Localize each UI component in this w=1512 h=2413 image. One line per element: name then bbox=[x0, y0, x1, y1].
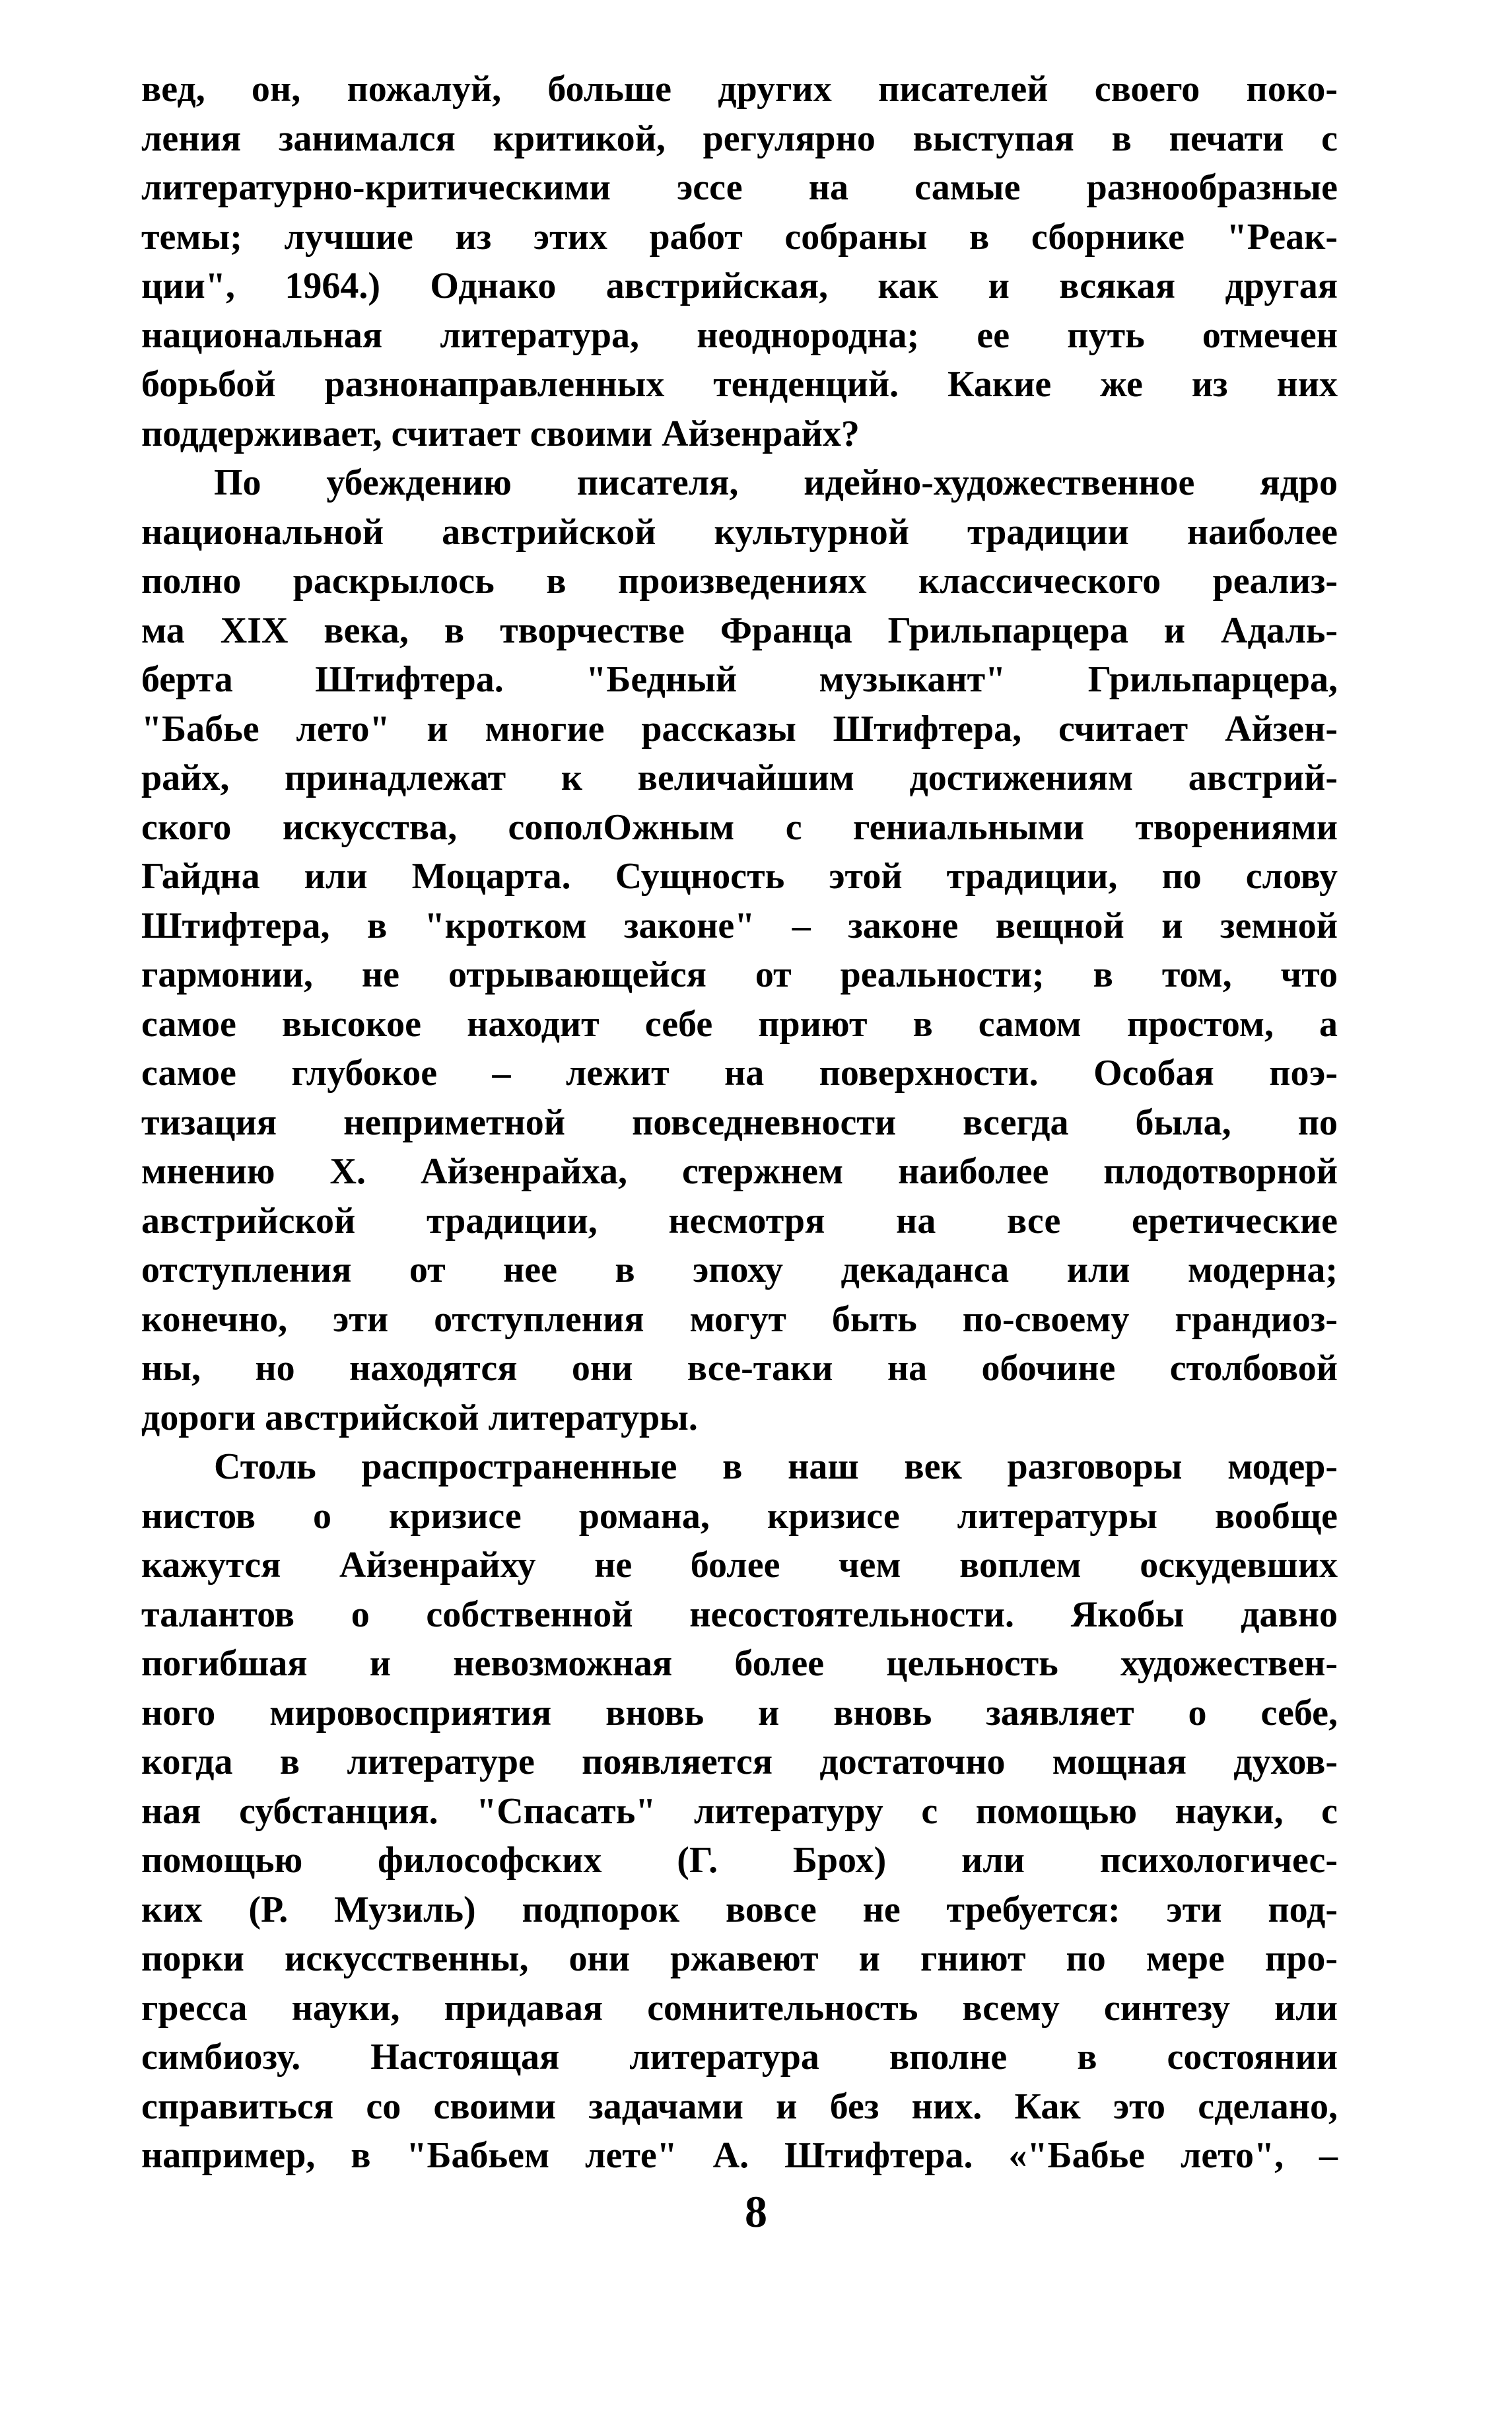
text-line: тизация неприметной повседневности всегда была, по bbox=[141, 1102, 1338, 1143]
text-line: кажутся Айзенрайху не более чем воплем оскудевших bbox=[141, 1545, 1338, 1586]
paragraph bbox=[141, 1442, 1338, 2181]
text-line: самое высокое находит себе приют в самом простом, а bbox=[141, 1003, 1338, 1045]
text-line: борьбой разнонаправленных тенденций. Какие же из них bbox=[141, 364, 1338, 405]
text-line: вед, он, пожалуй, больше других писателей своего поко- bbox=[141, 69, 1338, 110]
text-line: гресса науки, придавая сомнительность всему синтезу или bbox=[141, 1987, 1338, 2029]
text-line: помощью философских (Г. Брох) или психологичес- bbox=[141, 1840, 1338, 1881]
text-line: поддерживает, считает своими Айзенрайх? bbox=[141, 413, 860, 454]
text-line: литературно-критическими эссе на самые разнообразные bbox=[141, 167, 1338, 208]
text-line: австрийской традиции, несмотря на все еретические bbox=[141, 1200, 1338, 1241]
text-line: национальной австрийской культурной традиции наиболее bbox=[141, 511, 1338, 553]
text-line: По убеждению писателя, идейно-художественное ядро bbox=[214, 462, 1338, 503]
text-line: отступления от нее в эпоху декаданса или модерна; bbox=[141, 1249, 1338, 1290]
text-line: дороги австрийской литературы. bbox=[141, 1397, 698, 1438]
page-number: 8 bbox=[745, 2186, 767, 2237]
text-line: ного мировосприятия вновь и вновь заявляет о себе, bbox=[141, 1692, 1338, 1733]
text-line: симбиозу. Настоящая литература вполне в состоянии bbox=[141, 2037, 1338, 2078]
text-line: погибшая и невозможная более цельность художествен- bbox=[141, 1643, 1338, 1684]
text-line: Штифтера, в "кротком законе" – законе вещной и земной bbox=[141, 905, 1338, 946]
text-line: райх, принадлежат к величайшим достижениям австрий- bbox=[141, 757, 1338, 798]
text-line: национальная литература, неоднородна; ее путь отмечен bbox=[141, 314, 1338, 356]
text-line: конечно, эти отступления могут быть по-своему грандиоз- bbox=[141, 1298, 1338, 1340]
text-line: справиться со своими задачами и без них. Как это сделано, bbox=[141, 2085, 1338, 2127]
page-text bbox=[141, 65, 1338, 2181]
text-line: мнению Х. Айзенрайха, стержнем наиболее плодотворной bbox=[141, 1151, 1338, 1192]
text-line: ких (Р. Музиль) подпорок вовсе не требуется: эти под- bbox=[141, 1889, 1338, 1930]
text-line: ма XIX века, в творчестве Франца Грильпарцера и Адаль- bbox=[141, 610, 1338, 651]
text-line: ции", 1964.) Однако австрийская, как и всякая другая bbox=[141, 265, 1338, 306]
text-line: талантов о собственной несостоятельности. Якобы давно bbox=[141, 1593, 1338, 1635]
text-line: Столь распространенные в наш век разговоры модер- bbox=[214, 1446, 1338, 1487]
text-line: полно раскрылось в произведениях классического реализ- bbox=[141, 561, 1338, 602]
text-line: "Бабье лето" и многие рассказы Штифтера, считает Айзен- bbox=[141, 708, 1338, 750]
text-line: гармонии, не отрывающейся от реальности; в том, что bbox=[141, 954, 1338, 995]
text-line: темы; лучшие из этих работ собраны в сборнике "Реак- bbox=[141, 216, 1338, 258]
text-line: например, в "Бабьем лете" А. Штифтера. «"Бабье лето", – bbox=[141, 2135, 1338, 2176]
text-line: нистов о кризисе романа, кризисе литературы вообще bbox=[141, 1495, 1338, 1537]
text-line: самое глубокое – лежит на поверхности. Особая поэ- bbox=[141, 1053, 1338, 1094]
text-line: ского искусства, сополОжным с гениальными творениями bbox=[141, 806, 1338, 848]
text-line: ная субстанция. "Спасать" литературу с помощью науки, с bbox=[141, 1790, 1338, 1832]
text-line: ны, но находятся они все-таки на обочине столбовой bbox=[141, 1348, 1338, 1389]
text-line: ления занимался критикой, регулярно выступая в печати с bbox=[141, 118, 1338, 159]
text-line: когда в литературе появляется достаточно мощная духов- bbox=[141, 1741, 1338, 1782]
text-line: Гайдна или Моцарта. Сущность этой традиции, по слову bbox=[141, 856, 1338, 897]
paragraph bbox=[141, 458, 1338, 1442]
text-line: берта Штифтера. "Бедный музыкант" Грильпарцера, bbox=[141, 659, 1338, 700]
paragraph bbox=[141, 65, 1338, 458]
text-line: порки искусственны, они ржавеют и гниют по мере про- bbox=[141, 1938, 1338, 1979]
